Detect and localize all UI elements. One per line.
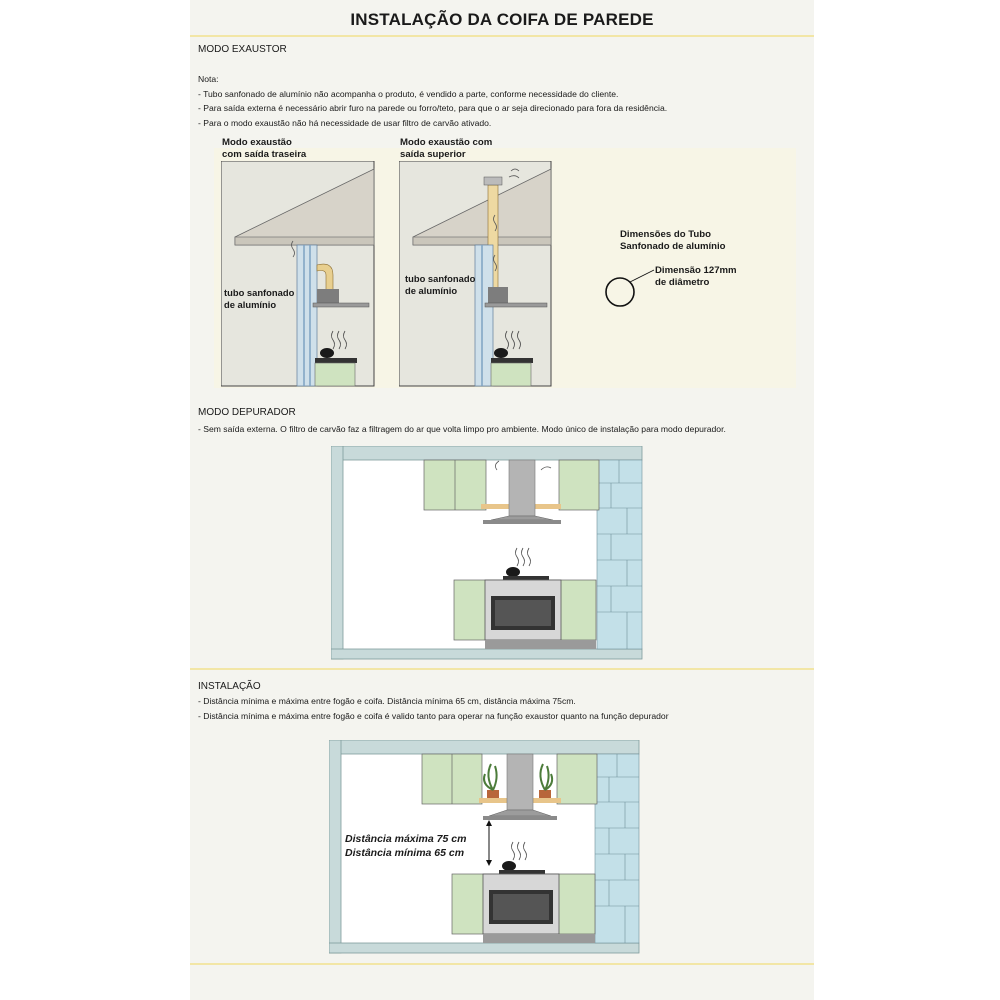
panel-rear-tube-label [224, 287, 294, 310]
panel-top-tube-label [405, 273, 475, 296]
note-line: - Distância mínima e máxima entre fogão e coifa. Distância mínima 65 cm, distância máxima 75cm. [198, 696, 576, 706]
distance-labels [345, 832, 466, 860]
panel-top-title-line: Modo exaustão com [400, 137, 493, 148]
tube-dims-diameter-line: de diâmetro [655, 276, 710, 288]
tube-circle-icon [600, 262, 660, 312]
section-heading-exaustor: MODO EXAUSTOR [198, 44, 287, 55]
panel-rear-title [222, 137, 306, 160]
note-line: - Para o modo exaustão não há necessidade de usar filtro de carvão ativado. [198, 117, 492, 128]
note-line: - Distância mínima e máxima entre fogão e coifa é valido tanto para operar na função exaustor quanto na função depurador [198, 710, 669, 721]
section-divider [190, 668, 814, 670]
section-heading-depurador: MODO DEPURADOR [198, 407, 296, 418]
diagram-depurador [331, 446, 643, 660]
page-title: INSTALAÇÃO DA COIFA DE PAREDE [350, 10, 654, 29]
tube-dims-title [620, 229, 726, 252]
diagram-rear-exit [221, 161, 375, 387]
note-line: - Sem saída externa. O filtro de carvão faz a filtragem do ar que volta limpo pro ambiente. Modo único de instalação para modo depurador. [198, 424, 726, 434]
distance-max-label: Distância máxima 75 cm [345, 833, 467, 845]
tube-label-line: de alumínio [405, 284, 458, 296]
section-heading-instalacao: INSTALAÇÃO [198, 681, 261, 692]
note-label: Nota: [198, 74, 219, 84]
tube-label-line: tubo sanfonado [224, 287, 295, 298]
note-line: - Para saída externa é necessário abrir furo na parede ou forro/teto, para que o ar seja direcionado para fora da residência. [198, 103, 668, 114]
tube-dims-diameter-line: Dimensão 127mm [655, 265, 737, 276]
panel-rear-title-line: Modo exaustão [222, 137, 292, 148]
tube-label-line: de alumínio [224, 298, 277, 310]
panel-rear-title-line: com saída traseira [222, 148, 307, 160]
instalacao-notes [198, 694, 669, 723]
note-line: - Tubo sanfonado de alumínio não acompanha o produto, é vendido a parte, conforme necessidade do cliente. [198, 88, 619, 99]
wall-tiles [595, 754, 639, 943]
distance-min-label: Distância mínima 65 cm [345, 847, 465, 859]
depurador-note [198, 422, 726, 437]
panel-top-title [400, 137, 492, 160]
tube-dims-diameter [655, 265, 737, 288]
tube-label-line: tubo sanfonado [405, 273, 476, 284]
exaustor-notes [198, 72, 667, 130]
tube-dims-title-line: Dimensões do Tubo [620, 229, 711, 240]
section-divider [190, 963, 814, 965]
section-divider [190, 35, 814, 37]
panel-top-title-line: saída superior [400, 148, 466, 160]
tube-dims-title-line: Sanfonado de alumínio [620, 240, 726, 252]
wall-tiles [597, 460, 642, 649]
